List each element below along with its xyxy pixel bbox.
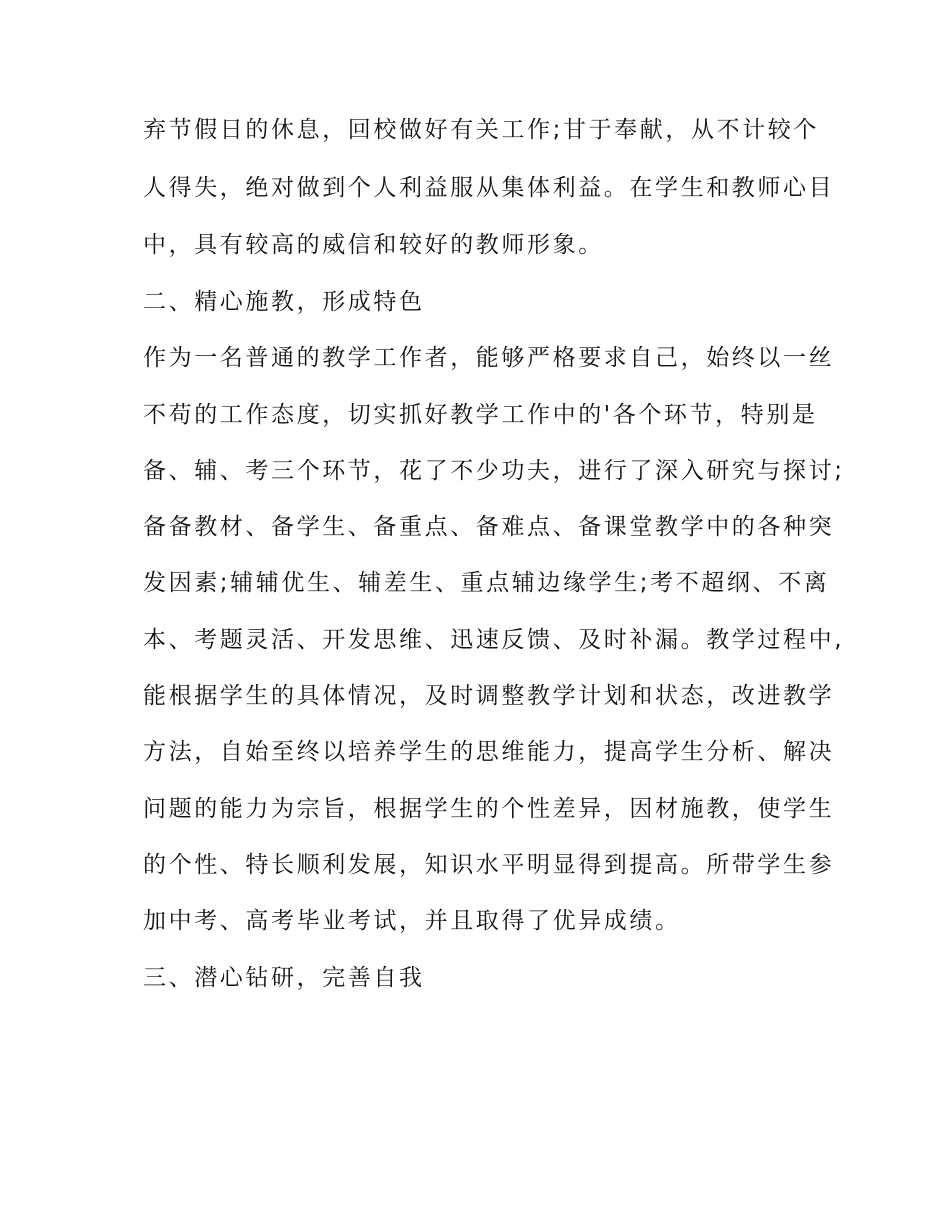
body-text-line: 弃节假日的休息，回校做好有关工作;甘于奉献，从不计较个 [143,117,819,143]
body-text-line: 问题的能力为宗旨，根据学生的个性差异，因材施教，使学生 [143,796,835,822]
section-heading: 三、潜心钻研，完善自我 [143,965,425,991]
body-text-line: 的个性、特长顺利发展，知识水平明显得到提高。所带学生参 [143,852,835,878]
body-text-line: 能根据学生的具体情况，及时调整教学计划和状态，改进教学 [143,683,835,709]
body-text-line: 发因素;辅辅优生、辅差生、重点辅边缘学生;考不超纲、不离 [143,570,830,596]
body-text-line: 备备教材、备学生、备重点、备难点、备课堂教学中的各种突 [143,514,835,540]
body-text-line: 备、辅、考三个环节，花了不少功夫，进行了深入研究与探讨; [143,458,845,484]
body-text-line: 作为一名普通的教学工作者，能够严格要求自己，始终以一丝 [143,345,835,371]
body-text-line: 人得失，绝对做到个人利益服从集体利益。在学生和教师心目 [143,175,835,201]
body-text-line: 方法，自始至终以培养学生的思维能力，提高学生分析、解决 [143,739,835,765]
body-text-line: 本、考题灵活、开发思维、迅速反馈、及时补漏。教学过程中, [143,627,845,653]
section-heading: 二、精心施教，形成特色 [143,289,425,315]
body-text-line: 加中考、高考毕业考试，并且取得了优异成绩。 [143,908,681,934]
body-text-line: 中，具有较高的威信和较好的教师形象。 [143,232,604,258]
body-text-line: 不苟的工作态度，切实抓好教学工作中的'各个环节，特别是 [143,402,818,428]
